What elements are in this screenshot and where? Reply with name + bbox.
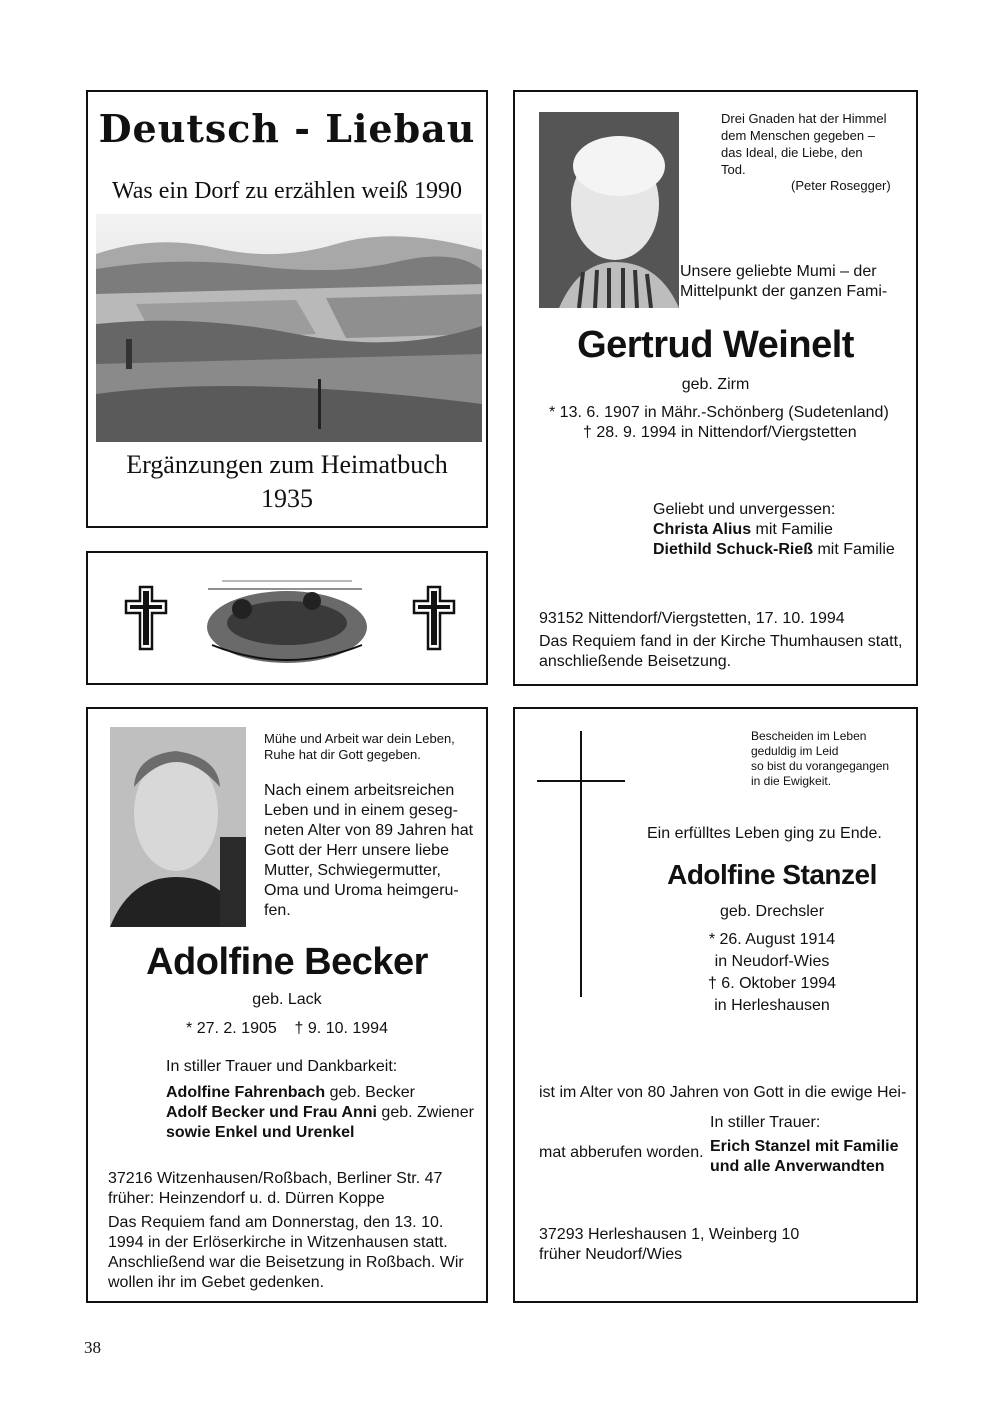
heimatbuch-box [86,90,488,528]
becker-address-line2: früher: Heinzendorf u. d. Dürren Koppe [108,1190,385,1207]
heimatbuch-subtitle: Was ein Dorf zu erzählen weiß 1990 [112,178,462,204]
becker-requiem-line3: Anschließend war die Beisetzung in Roßbach. Wir [108,1254,464,1271]
stanzel-name: Adolfine Stanzel [667,859,877,890]
weinelt-quote-line4: Tod. [721,162,746,177]
stanzel-text-line1: ist im Alter von 80 Jahren von Gott in die ewige Hei- [539,1084,907,1101]
becker-address [108,1169,442,1209]
becker-requiem [108,1213,464,1293]
stanzel-address-line1: 37293 Herleshausen 1, Weinberg 10 [539,1226,800,1243]
weinelt-mourner2 [653,540,895,560]
obituary-becker [86,707,488,1303]
weinelt-intro-line1: Unsere geliebte Mumi – der [680,263,877,280]
stanzel-mourning-line2: und alle Anverwandten [710,1158,885,1175]
becker-mourner3 [166,1123,474,1143]
stanzel-death-line1: † 6. Oktober 1994 [707,975,837,992]
becker-mourner1-rest: geb. Becker [325,1084,415,1101]
thin-cross-icon [537,731,629,1001]
weinelt-mourner2-name: Diethild Schuck-Rieß [653,541,814,558]
becker-name: Adolfine Becker [146,941,428,983]
becker-address-line1: 37216 Witzenhausen/Roßbach, Berliner Str. 47 [108,1170,443,1187]
becker-text-line5: Mutter, Schwiegermutter, [264,862,441,879]
stanzel-mourning-line1: Erich Stanzel mit Familie [710,1138,899,1155]
stanzel-mourning [710,1113,899,1177]
cross-right-icon [410,585,458,651]
weinelt-birth: * 13. 6. 1907 in Mähr.-Schönberg (Sudetenland) [549,404,889,421]
portrait-photo-weinelt [539,112,679,308]
weinelt-mourners-intro: Geliebt und unvergessen: [653,501,836,518]
weinelt-mourner1-name: Christa Alius [653,521,752,538]
obituary-stanzel [513,707,918,1303]
heimatbuch-caption-line2: 1935 [261,484,313,513]
becker-mourner3-bold: sowie Enkel und Urenkel [166,1124,355,1141]
becker-text-line3: neten Alter von 89 Jahren hat [264,822,474,839]
becker-mourner1 [166,1083,474,1103]
becker-requiem-line1: Das Requiem fand am Donnerstag, den 13. 10. [108,1214,444,1231]
weinelt-requiem-line2: anschließende Beisetzung. [539,653,732,670]
becker-text-line4: Gott der Herr unsere liebe [264,842,449,859]
becker-quote-line1: Mühe und Arbeit war dein Leben, [264,731,455,746]
becker-born-name: geb. Lack [252,991,322,1008]
stanzel-quote-line2: geduldig im Leid [751,744,839,758]
stanzel-details [647,901,897,1017]
stanzel-quote-line4: in die Ewigkeit. [751,774,832,788]
heimatbuch-title: Deutsch - Liebau [98,106,476,151]
weinelt-name: Gertrud Weinelt [577,324,854,366]
becker-dates: * 27. 2. 1905 † 9. 10. 1994 [186,1020,388,1037]
weinelt-quote-line2: dem Menschen gegeben – [721,128,875,143]
weinelt-mourner1-rest: mit Familie [751,521,833,538]
becker-mourner2-bold: Adolf Becker und Frau Anni [166,1104,377,1121]
becker-requiem-line4: wollen ihr im Gebet gedenken. [108,1274,325,1291]
heimatbuch-caption [88,448,486,516]
weinelt-quote-line1: Drei Gnaden hat der Himmel [721,111,887,126]
becker-mourning-intro: In stiller Trauer und Dankbarkeit: [166,1058,398,1075]
cross-left-icon [122,585,170,651]
weinelt-requiem-line1: Das Requiem fand in der Kirche Thumhausen statt, [539,633,903,650]
stanzel-quote-line3: so bist du vorangegangen [751,759,890,773]
landscape-illustration [96,214,482,442]
weinelt-mourners [653,500,895,560]
weinelt-intro-line2: Mittelpunkt der ganzen Fami- [680,283,888,300]
obituary-weinelt [513,90,918,686]
heimatbuch-caption-line1: Ergänzungen zum Heimatbuch [126,450,448,479]
weinelt-quote [721,110,886,178]
becker-text-line7: fen. [264,902,291,919]
becker-mourner2-rest: geb. Zwiener [376,1104,474,1121]
weinelt-death: † 28. 9. 1994 in Nittendorf/Viergstetten [583,424,857,441]
stanzel-death-line2: in Herleshausen [714,997,830,1014]
weinelt-quote-line3: das Ideal, die Liebe, den [721,145,863,160]
stanzel-quote-line1: Bescheiden im Leben [751,729,867,743]
stanzel-address-line2: früher Neudorf/Wies [539,1246,683,1263]
weinelt-intro [680,262,887,302]
becker-quote [264,731,455,763]
page-number: 38 [84,1338,101,1357]
stanzel-quote [751,729,889,789]
weinelt-requiem [539,632,902,672]
wreath-illustration [202,565,372,669]
crosses-box [86,551,488,685]
stanzel-intro: Ein erfülltes Leben ging zu Ende. [647,825,882,842]
weinelt-mourner1 [653,520,895,540]
becker-mourning [166,1057,474,1143]
weinelt-place-date: 93152 Nittendorf/Viergstetten, 17. 10. 1994 [539,610,845,627]
stanzel-birth-line2: in Neudorf-Wies [714,953,830,970]
becker-text-line6: Oma und Uroma heimgeru- [264,882,459,899]
stanzel-mourning-intro: In stiller Trauer: [710,1114,821,1131]
becker-text [264,781,473,921]
becker-text-line1: Nach einem arbeitsreichen [264,782,455,799]
stanzel-birth-line1: * 26. August 1914 [708,931,836,948]
stanzel-address [539,1225,799,1265]
stanzel-text-line2: mat abberufen worden. [539,1144,704,1161]
stanzel-born-name: geb. Drechsler [719,903,825,920]
portrait-photo-becker [110,727,246,927]
becker-mourner1-bold: Adolfine Fahrenbach [166,1084,326,1101]
weinelt-quote-author: (Peter Rosegger) [791,178,891,193]
becker-mourner2 [166,1103,474,1123]
weinelt-mourner2-rest: mit Familie [813,541,895,558]
becker-text-line2: Leben und in einem geseg- [264,802,458,819]
becker-requiem-line2: 1994 in der Erlöserkirche in Witzenhausen statt. [108,1234,448,1251]
becker-quote-line2: Ruhe hat dir Gott gegeben. [264,747,421,762]
weinelt-born-name: geb. Zirm [681,376,750,393]
